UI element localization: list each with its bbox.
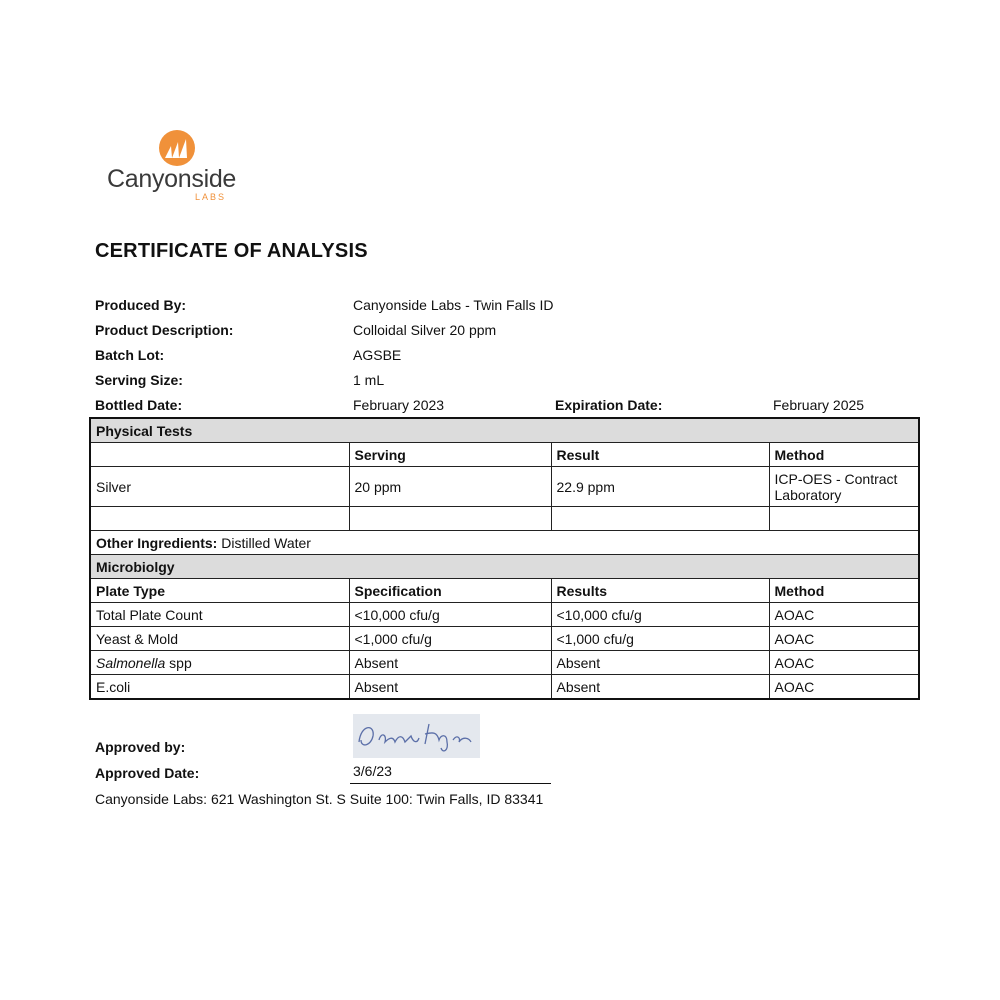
microbiology-title: Microbiolgy: [90, 555, 919, 579]
physical-header-method: Method: [769, 443, 919, 467]
logo-sub: LABS: [195, 192, 227, 202]
empty-row: [90, 507, 919, 531]
company-logo: [107, 128, 257, 208]
micro-header-method: Method: [769, 579, 919, 603]
method: AOAC: [769, 651, 919, 675]
physical-header-result: Result: [551, 443, 769, 467]
plate-type: Total Plate Count: [90, 603, 349, 627]
result: Absent: [551, 675, 769, 700]
signature: [353, 714, 480, 758]
bottled-date-value: February 2023: [353, 397, 445, 413]
physical-tests-title: Physical Tests: [90, 418, 919, 443]
bottled-date-label: Bottled Date:: [95, 397, 183, 413]
approved-by-label: Approved by:: [95, 739, 186, 755]
result: Absent: [551, 651, 769, 675]
table-row: [90, 675, 919, 700]
produced-by-label: Produced By:: [95, 297, 187, 313]
batch-lot-label: Batch Lot:: [95, 347, 165, 363]
physical-test-result: 22.9 ppm: [551, 467, 769, 507]
company-address: Canyonside Labs: 621 Washington St. S Suite 100: Twin Falls, ID 83341: [95, 791, 544, 807]
plate-type-suffix: spp: [165, 654, 192, 671]
product-description-label: Product Description:: [95, 322, 234, 338]
other-ingredients-row: [90, 531, 919, 555]
plate-type-genus: Salmonella: [96, 654, 166, 671]
approval-underline: [350, 783, 551, 784]
expiration-date-value: February 2025: [773, 397, 865, 413]
micro-header-plate-type: Plate Type: [90, 579, 349, 603]
micro-header-specification: Specification: [349, 579, 551, 603]
micro-header-row: [90, 579, 919, 603]
table-row: [90, 627, 919, 651]
logo-name: Canyonside: [107, 165, 237, 193]
analysis-table: [89, 417, 920, 700]
sunburst-logo-icon: [157, 128, 197, 168]
physical-header-serving: Serving: [349, 443, 551, 467]
serving-size-label: Serving Size:: [95, 372, 183, 388]
specification: Absent: [349, 651, 551, 675]
other-ingredients-label: Other Ingredients:: [96, 534, 218, 551]
plate-type: Yeast & Mold: [90, 627, 349, 651]
physical-test-name: Silver: [90, 467, 349, 507]
signature-scribble: [353, 714, 480, 758]
product-description-value: Colloidal Silver 20 ppm: [353, 322, 497, 338]
expiration-date-label: Expiration Date:: [555, 397, 663, 413]
micro-header-results: Results: [551, 579, 769, 603]
table-row: [90, 467, 919, 507]
specification: <1,000 cfu/g: [349, 627, 551, 651]
specification: <10,000 cfu/g: [349, 603, 551, 627]
physical-test-method: ICP-OES - Contract Laboratory: [769, 467, 919, 507]
physical-header-name: [90, 443, 349, 467]
microbiology-section-row: [90, 555, 919, 579]
produced-by-value: Canyonside Labs - Twin Falls ID: [353, 297, 554, 313]
serving-size-value: 1 mL: [353, 372, 385, 388]
physical-tests-section-row: [90, 418, 919, 443]
method: AOAC: [769, 675, 919, 700]
result: <1,000 cfu/g: [551, 627, 769, 651]
method: AOAC: [769, 627, 919, 651]
other-ingredients-value: Distilled Water: [221, 534, 311, 551]
plate-type: E.coli: [90, 675, 349, 700]
plate-type: [90, 651, 349, 675]
result: <10,000 cfu/g: [551, 603, 769, 627]
approved-date-label: Approved Date:: [95, 765, 200, 781]
approved-date-value: 3/6/23: [353, 763, 392, 779]
document-title: CERTIFICATE OF ANALYSIS: [95, 240, 368, 262]
table-row: [90, 603, 919, 627]
physical-test-serving: 20 ppm: [349, 467, 551, 507]
method: AOAC: [769, 603, 919, 627]
physical-header-row: [90, 443, 919, 467]
specification: Absent: [349, 675, 551, 700]
batch-lot-value: AGSBE: [353, 347, 402, 363]
table-row: [90, 651, 919, 675]
